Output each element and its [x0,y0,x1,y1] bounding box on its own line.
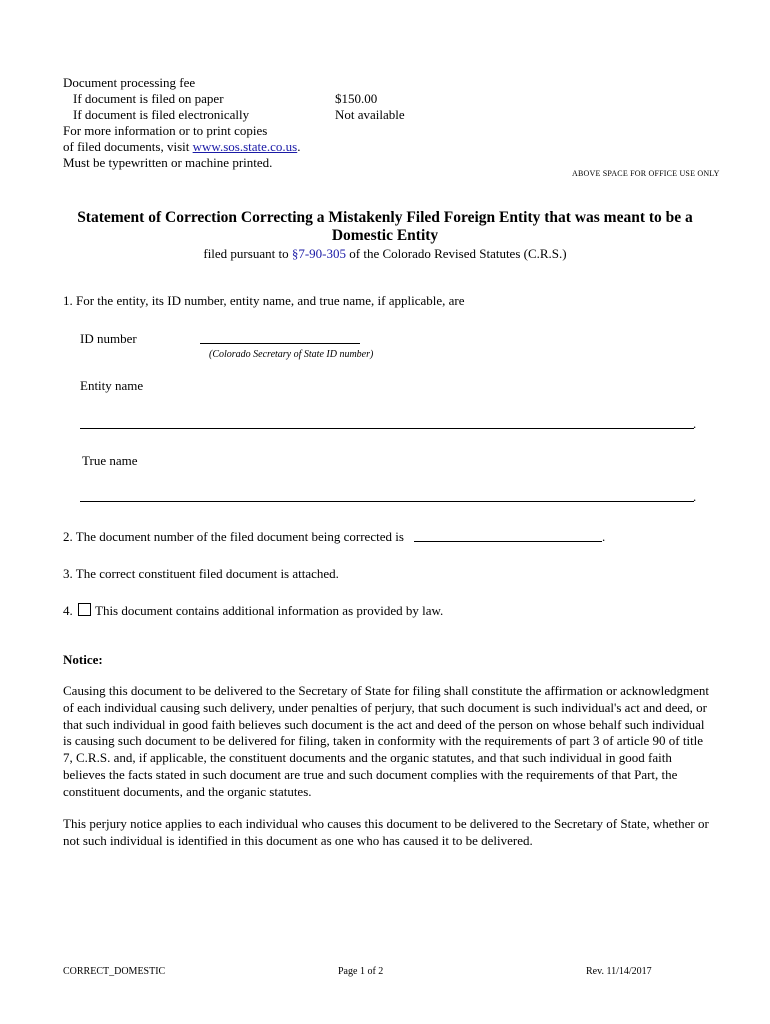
form-title-line-2: Domestic Entity [331,227,439,244]
section-4-text: This document contains additional information as provided by law. [95,603,444,618]
id-number-hint: (Colorado Secretary of State ID number) [209,349,374,360]
footer-form-code: CORRECT_DOMESTIC [63,966,166,977]
more-info-suffix: . [297,139,301,154]
entity-name-field[interactable] [80,428,694,429]
section-4-number: 4. [63,603,73,618]
notice-paragraph-2: This perjury notice applies to each individual who causes this document to be delivered to the Secretary of State, whether or not such individual is identified in this document as one who has caused it to be delivered. [63,816,709,848]
form-subtitle [40,246,730,262]
subtitle-prefix: filed pursuant to [203,246,292,261]
sos-website-link[interactable]: www.sos.state.co.us [192,139,298,154]
fee-heading: Document processing fee [63,75,196,90]
more-info-prefix: of filed documents, visit [63,139,193,154]
paper-fee-value: $150.00 [335,91,378,106]
notice-heading: Notice: [63,652,103,667]
section-3-text: 3. The correct constituent filed document is attached. [63,566,339,581]
document-number-field[interactable] [414,541,602,542]
additional-info-checkbox[interactable] [78,603,91,616]
electronic-fee-value: Not available [335,107,405,122]
section-1-intro: 1. For the entity, its ID number, entity name, and true name, if applicable, are [63,293,465,308]
subtitle-suffix: of the Colorado Revised Statutes (C.R.S.) [346,246,567,261]
form-title-line-1: Statement of Correction Correcting a Mistakenly Filed Foreign Entity that was meant to be a [77,209,693,226]
more-info-line-2 [63,139,300,155]
true-name-field[interactable] [80,501,694,502]
statute-link[interactable]: §7-90-305 [291,246,346,261]
footer-revision: Rev. 11/14/2017 [586,966,652,977]
paper-fee-label: If document is filed on paper [73,91,224,106]
id-number-field[interactable] [200,343,360,344]
footer-page-number: Page 1 of 2 [338,966,384,977]
true-name-label: True name [82,453,138,468]
section-2-period: . [602,529,606,544]
more-info-line-1: For more information or to print copies [63,123,268,138]
notice-paragraph-1: Causing this document to be delivered to the Secretary of State for filing shall constitute the affirmation or acknowledgment of each individual causing such delivery, under penalties of perjury, that such document is such individual's act and deed, or that such individual in good faith believes such document is the act and deed of the person on whose behalf such individual is causing such document to be delivered for filing, taken in conformity with the requirements of part 3 of article 90 of title 7, C.R.S. and, if applicable, the constituent documents and the organic statutes, and that such individual in good faith believes the facts stated in such document are true and such document complies with the requirements of that Part, the constituent documents, and the organic statutes. [63,683,709,799]
typewritten-note: Must be typewritten or machine printed. [63,155,273,170]
entity-name-label: Entity name [80,378,144,393]
electronic-fee-label: If document is filed electronically [73,107,250,122]
section-2-text: 2. The document number of the filed document being corrected is [63,529,404,544]
id-number-label: ID number [80,331,137,346]
true-name-period: . [693,489,697,504]
office-use-label: ABOVE SPACE FOR OFFICE USE ONLY [572,169,720,178]
entity-name-period: . [693,416,697,431]
